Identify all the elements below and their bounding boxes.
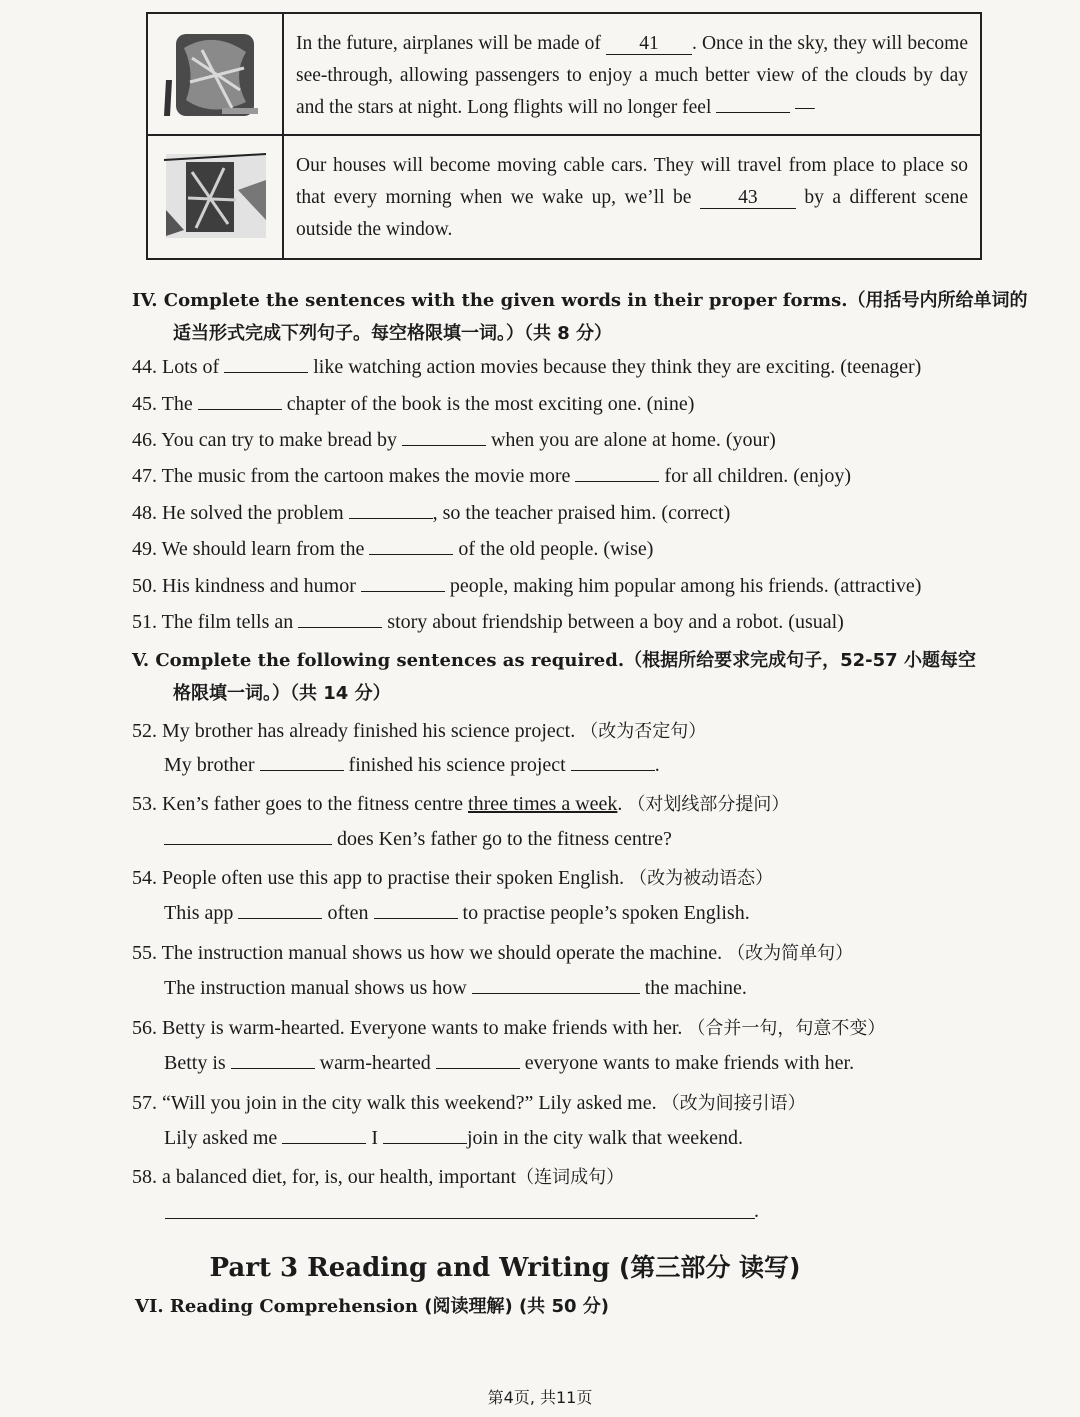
question-46	[132, 429, 776, 452]
question-51	[132, 611, 844, 634]
answer-blank-50[interactable]	[361, 591, 445, 592]
question-text: 55. The instruction manual shows us how we should operate the machine.	[132, 942, 723, 964]
section-title-en: V. Complete the following sentences as required.	[132, 650, 625, 671]
question-text: 45. The	[132, 393, 193, 415]
page-footer: 第4页, 共11页	[487, 1388, 593, 1407]
passage-dash: —	[795, 97, 815, 118]
section-iv-title	[132, 286, 1027, 312]
section-title-en: VI. Reading Comprehension	[135, 1296, 418, 1317]
question-49	[132, 538, 653, 561]
answer-line-58[interactable]	[165, 1218, 755, 1219]
question-57-answer	[164, 1127, 743, 1150]
answer-blank-53-2[interactable]	[248, 844, 332, 845]
picture-row-house	[148, 136, 980, 258]
answer-blank-44[interactable]	[224, 372, 308, 373]
answer-text: .	[654, 754, 660, 776]
answer-blank-52-1[interactable]	[260, 770, 344, 771]
question-53	[132, 790, 789, 816]
question-text: 50. His kindness and humor	[132, 575, 356, 597]
answer-blank-52-2[interactable]	[571, 770, 655, 771]
part-heading-cn: (第三部分 读写)	[618, 1253, 801, 1282]
part-heading-en: Part 3 Reading and Writing	[209, 1253, 610, 1283]
question-text: .	[617, 793, 623, 815]
question-requirement: （改为间接引语）	[661, 1093, 806, 1114]
airplane-illustration-icon	[162, 28, 270, 122]
answer-text: Betty is	[164, 1052, 226, 1074]
question-requirement: （合并一句，句意不变）	[687, 1018, 886, 1039]
answer-line-period: .	[754, 1200, 759, 1222]
answer-blank-57-2[interactable]	[383, 1143, 467, 1144]
answer-blank-55-1[interactable]	[472, 993, 556, 994]
passage-text: Our houses will become moving cable cars. They will travel from place to place so that every morning when we wake up, we’ll be	[296, 155, 968, 208]
section-title-en: IV. Complete the sentences with the given words in their proper forms.	[132, 290, 848, 311]
section-v-title	[132, 646, 976, 672]
question-55-answer	[164, 977, 747, 1000]
section-title-cn: 适当形式完成下列句子。每空格限填一词。）（共 8 分）	[173, 323, 613, 344]
question-text: 48. He solved the problem	[132, 502, 344, 524]
answer-blank-48[interactable]	[349, 518, 433, 519]
question-text: 51. The film tells an	[132, 611, 294, 633]
answer-blank-41[interactable]: 41	[606, 34, 692, 55]
answer-blank-53-1[interactable]	[164, 844, 248, 845]
answer-blank-46[interactable]	[402, 445, 486, 446]
question-text: when you are alone at home. (your)	[490, 429, 776, 451]
airplane-passage	[296, 28, 968, 124]
question-44	[132, 356, 921, 379]
question-54-answer	[164, 902, 750, 925]
answer-text: the machine.	[644, 977, 747, 999]
question-55	[132, 939, 853, 965]
answer-text: Lily asked me	[164, 1127, 278, 1149]
passage-text: by a different scene outside the window.	[296, 187, 969, 240]
answer-text: does Ken’s father go to the fitness centre?	[337, 828, 672, 850]
question-text: 57. “Will you join in the city walk this weekend?” Lily asked me.	[132, 1092, 657, 1114]
answer-blank-45[interactable]	[198, 409, 282, 410]
passage-text: In the future, airplanes will be made of	[296, 33, 601, 54]
question-text: 53. Ken’s father goes to the fitness centre	[132, 793, 464, 815]
question-requirement: （改为被动语态）	[629, 868, 774, 889]
picture-table	[146, 12, 982, 260]
cable-car-house-illustration-icon	[162, 150, 270, 242]
question-requirement: （改为否定句）	[580, 721, 707, 742]
section-v-title-cont	[173, 679, 391, 705]
answer-text: finished his science project	[348, 754, 566, 776]
answer-blank-56-1[interactable]	[231, 1068, 315, 1069]
answer-text: warm-hearted	[319, 1052, 431, 1074]
answer-blank-55-2[interactable]	[556, 993, 640, 994]
question-requirement: （改为简单句）	[727, 943, 854, 964]
answer-text: My brother	[164, 754, 255, 776]
question-text: of the old people. (wise)	[458, 538, 654, 560]
question-text: 52. My brother has already finished his science project.	[132, 720, 576, 742]
answer-blank-49[interactable]	[369, 554, 453, 555]
answer-text: often	[327, 902, 369, 924]
answer-text: The instruction manual shows us how	[164, 977, 467, 999]
question-48	[132, 502, 730, 525]
answer-blank-57-1[interactable]	[282, 1143, 366, 1144]
question-text: 54. People often use this app to practise their spoken English.	[132, 867, 625, 889]
section-title-cn: (阅读理解) (共 50 分)	[424, 1296, 609, 1317]
section-title-cn: （用括号内所给单词的	[847, 290, 1028, 311]
question-text: 44. Lots of	[132, 356, 220, 378]
section-title-cn: 格限填一词。）（共 14 分）	[173, 683, 391, 704]
answer-text: This app	[164, 902, 234, 924]
question-requirement: （连词成句）	[516, 1167, 625, 1188]
answer-blank-42[interactable]	[716, 112, 790, 113]
answer-text: join in the city walk that weekend.	[466, 1127, 744, 1149]
question-56	[132, 1014, 885, 1040]
answer-text: everyone wants to make friends with her.	[524, 1052, 855, 1074]
passage-text: . Once in the sky, they will become see-through, allowing passengers to enjoy a much better view of the clouds by day and the stars at night. Long flights will no longer feel	[296, 33, 968, 118]
answer-text: I	[371, 1127, 378, 1149]
question-58	[132, 1163, 624, 1189]
question-text: people, making him popular among his friends. (attractive)	[449, 575, 922, 597]
question-53-answer	[164, 828, 672, 851]
question-text: 47. The music from the cartoon makes the movie more	[132, 465, 571, 487]
question-45	[132, 393, 694, 416]
question-text: like watching action movies because they think they are exciting. (teenager)	[313, 356, 922, 378]
question-text: 49. We should learn from the	[132, 538, 365, 560]
section-title-cn: （根据所给要求完成句子，52-57 小题每空	[624, 650, 976, 671]
question-50	[132, 575, 921, 598]
question-text: 58. a balanced diet, for, is, our health, important	[132, 1166, 517, 1188]
answer-blank-47[interactable]	[575, 481, 659, 482]
answer-blank-56-2[interactable]	[436, 1068, 520, 1069]
answer-blank-54-2[interactable]	[374, 918, 458, 919]
house-passage	[296, 150, 968, 246]
question-text: 46. You can try to make bread by	[132, 429, 397, 451]
airplane-picture-cell	[148, 14, 284, 134]
question-57	[132, 1089, 806, 1115]
question-52-answer	[164, 754, 660, 777]
question-text: chapter of the book is the most exciting one. (nine)	[286, 393, 695, 415]
answer-blank-43[interactable]: 43	[700, 188, 796, 209]
picture-row-airplane	[148, 14, 980, 136]
house-picture-cell	[148, 136, 284, 258]
question-text: , so the teacher praised him. (correct)	[432, 502, 731, 524]
part-3-heading	[0, 1248, 1010, 1284]
question-56-answer	[164, 1052, 854, 1075]
question-text: story about friendship between a boy and a robot. (usual)	[387, 611, 844, 633]
question-54	[132, 864, 773, 890]
answer-text: to practise people’s spoken English.	[462, 902, 750, 924]
underlined-phrase: three times a week	[468, 793, 618, 815]
section-vi-title	[135, 1292, 609, 1318]
question-47	[132, 465, 851, 488]
question-requirement: （对划线部分提问）	[627, 794, 790, 815]
section-iv-title-cont	[173, 319, 612, 345]
answer-blank-51[interactable]	[298, 627, 382, 628]
question-52	[132, 717, 706, 743]
question-text: for all children. (enjoy)	[664, 465, 851, 487]
question-text: 56. Betty is warm-hearted. Everyone wants to make friends with her.	[132, 1017, 683, 1039]
answer-blank-54-1[interactable]	[238, 918, 322, 919]
